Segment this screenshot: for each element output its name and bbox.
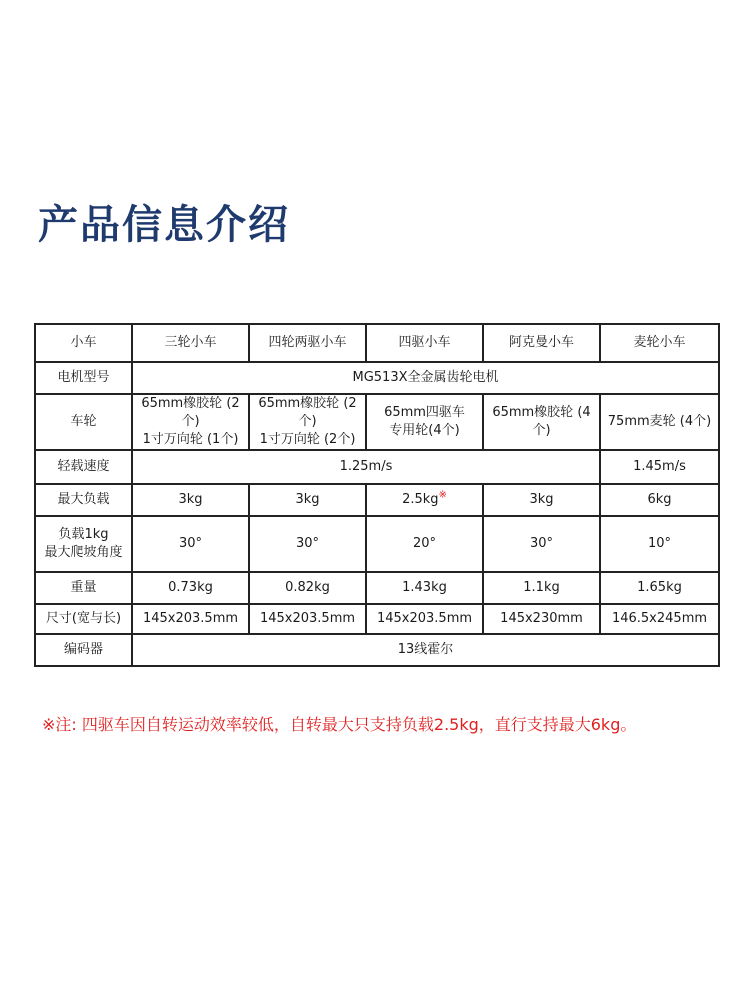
table-row-climb [35, 516, 719, 572]
wheel-cell [483, 394, 600, 450]
load-cell: 3kg [132, 484, 249, 516]
header-cell: 小车 [35, 324, 132, 362]
table-row-wheel [35, 394, 719, 450]
row-label: 轻载速度 [35, 450, 132, 484]
load-cell: 6kg [600, 484, 719, 516]
table-row-weight [35, 572, 719, 604]
load-value: 2.5kg [402, 492, 439, 507]
table-row-encoder [35, 634, 719, 666]
load-cell: 3kg [249, 484, 366, 516]
size-cell: 146.5x245mm [600, 604, 719, 634]
table-row-load [35, 484, 719, 516]
row-label: 编码器 [35, 634, 132, 666]
climb-cell: 10° [600, 516, 719, 572]
table-row-speed [35, 450, 719, 484]
page-title: 产品信息介绍 [38, 202, 290, 248]
wheel-line: 65mm四驱车 [384, 405, 465, 420]
row-label: 车轮 [35, 394, 132, 450]
header-cell: 三轮小车 [132, 324, 249, 362]
footnote: ※注: 四驱车因自转运动效率较低，自转最大只支持负载2.5kg，直行支持最大6kg。 [42, 715, 637, 734]
climb-label-line1: 负载1kg [58, 527, 109, 542]
wheel-line: 65mm橡胶轮 (4个) [492, 405, 591, 438]
weight-cell: 1.65kg [600, 572, 719, 604]
table-header-row [35, 324, 719, 362]
header-cell: 阿克曼小车 [483, 324, 600, 362]
wheel-line: 1寸万向轮 (1个) [142, 432, 239, 447]
row-label: 尺寸(宽与长) [35, 604, 132, 634]
speed-value-shared: 1.25m/s [132, 450, 600, 484]
climb-cell: 30° [132, 516, 249, 572]
size-cell: 145x203.5mm [249, 604, 366, 634]
wheel-line: 65mm橡胶轮 (2个) [141, 396, 240, 429]
header-cell: 四轮两驱小车 [249, 324, 366, 362]
load-cell [366, 484, 483, 516]
table-row-size [35, 604, 719, 634]
speed-value-mecanum: 1.45m/s [600, 450, 719, 484]
climb-cell: 30° [249, 516, 366, 572]
wheel-line: 65mm橡胶轮 (2个) [258, 396, 357, 429]
size-cell: 145x203.5mm [132, 604, 249, 634]
spec-table [34, 323, 720, 667]
row-label [35, 516, 132, 572]
climb-label-line2: 最大爬坡角度 [44, 545, 123, 560]
table-row-motor [35, 362, 719, 394]
weight-cell: 0.82kg [249, 572, 366, 604]
wheel-line: 1寸万向轮 (2个) [259, 432, 356, 447]
wheel-cell [249, 394, 366, 450]
note-mark: ※ [438, 489, 447, 501]
header-cell: 麦轮小车 [600, 324, 719, 362]
wheel-cell [366, 394, 483, 450]
row-label: 重量 [35, 572, 132, 604]
wheel-cell [132, 394, 249, 450]
row-label: 电机型号 [35, 362, 132, 394]
load-cell: 3kg [483, 484, 600, 516]
weight-cell: 1.43kg [366, 572, 483, 604]
weight-cell: 0.73kg [132, 572, 249, 604]
wheel-line: 75mm麦轮 (4个) [607, 414, 712, 429]
wheel-cell [600, 394, 719, 450]
weight-cell: 1.1kg [483, 572, 600, 604]
climb-cell: 20° [366, 516, 483, 572]
header-cell: 四驱小车 [366, 324, 483, 362]
wheel-line: 专用轮(4个) [389, 423, 460, 438]
motor-value: MG513X全金属齿轮电机 [132, 362, 719, 394]
encoder-value: 13线霍尔 [132, 634, 719, 666]
size-cell: 145x230mm [483, 604, 600, 634]
row-label: 最大负载 [35, 484, 132, 516]
climb-cell: 30° [483, 516, 600, 572]
size-cell: 145x203.5mm [366, 604, 483, 634]
